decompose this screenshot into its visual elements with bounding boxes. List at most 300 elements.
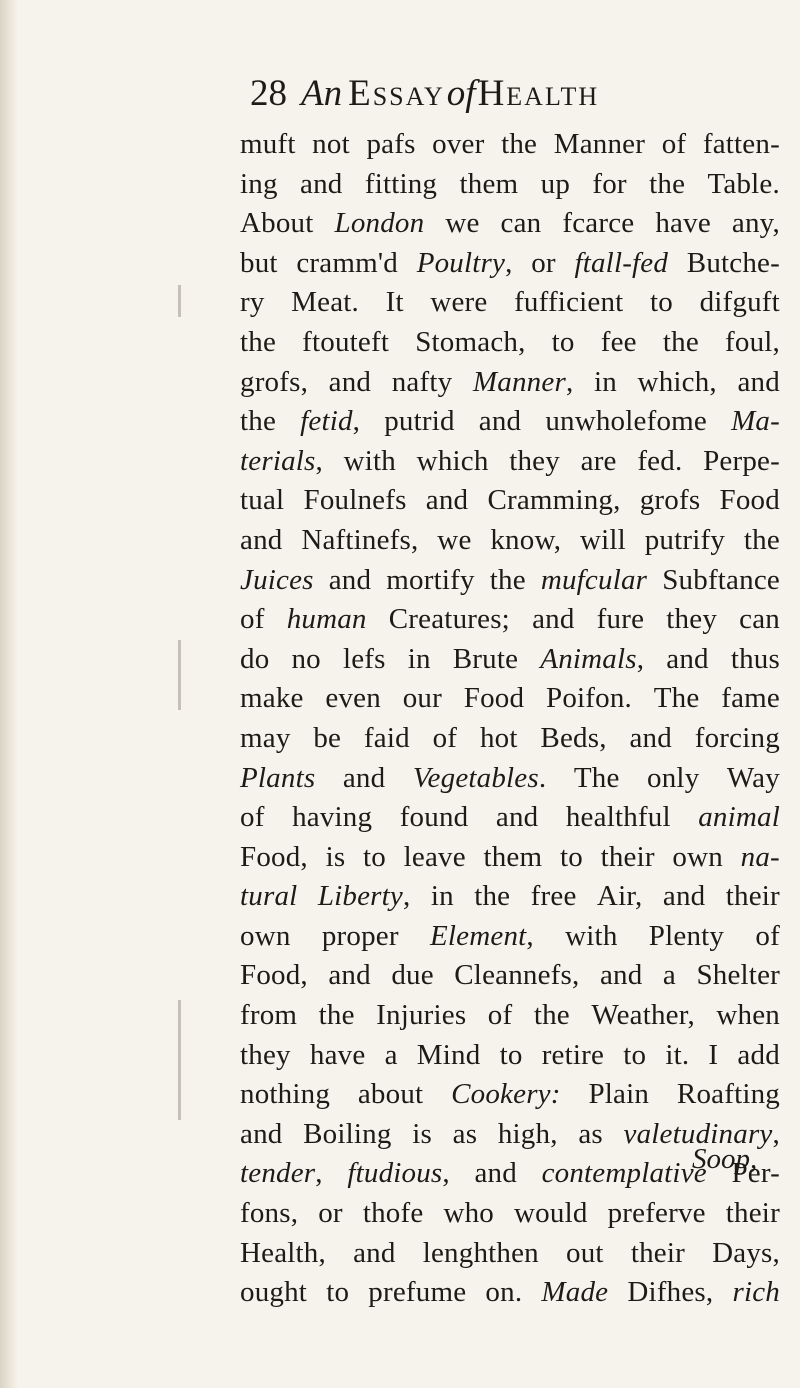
text-run: not bbox=[312, 128, 350, 160]
header-title-an: An bbox=[301, 73, 343, 114]
text-line bbox=[240, 719, 780, 759]
page-number: 28 bbox=[250, 73, 287, 114]
text-run: found bbox=[399, 801, 469, 834]
word bbox=[302, 323, 389, 363]
text-run: , bbox=[636, 642, 645, 675]
text-run: can bbox=[500, 207, 542, 240]
word bbox=[301, 521, 418, 561]
word bbox=[637, 442, 682, 482]
word bbox=[514, 1194, 588, 1234]
text-run: and bbox=[478, 405, 522, 438]
word bbox=[597, 600, 645, 640]
text-run: is bbox=[412, 1117, 432, 1150]
text-run: and bbox=[328, 959, 371, 992]
word bbox=[303, 481, 406, 521]
word bbox=[501, 204, 542, 244]
word bbox=[727, 759, 780, 799]
word bbox=[532, 600, 574, 640]
word bbox=[597, 877, 643, 917]
text-run: no bbox=[291, 642, 321, 675]
text-run: high, bbox=[497, 1117, 558, 1150]
text-run: ing bbox=[240, 167, 278, 200]
text-run: can bbox=[739, 603, 780, 636]
text-run: Perpe- bbox=[703, 444, 780, 477]
text-run: a bbox=[384, 1038, 398, 1071]
text-run: ry bbox=[240, 286, 265, 319]
word bbox=[240, 956, 308, 996]
text-run: but bbox=[240, 246, 278, 279]
word bbox=[540, 719, 606, 759]
text-run: putrify bbox=[644, 523, 726, 556]
text-run: any, bbox=[731, 207, 780, 240]
word bbox=[326, 838, 346, 878]
word bbox=[696, 956, 780, 996]
word bbox=[474, 877, 510, 917]
word bbox=[363, 1194, 424, 1234]
text-run: lefs bbox=[342, 642, 386, 675]
word bbox=[574, 759, 620, 799]
word bbox=[423, 1234, 539, 1274]
word bbox=[703, 125, 780, 165]
text-run: would bbox=[514, 1197, 588, 1230]
italic-text: Ma- bbox=[731, 405, 780, 438]
text-run: when bbox=[716, 999, 780, 1032]
header-title-of: of bbox=[446, 73, 476, 114]
text-run: Subftance bbox=[662, 563, 780, 596]
text-run: our bbox=[402, 682, 442, 715]
text-run: in bbox=[407, 642, 431, 675]
italic-text: Vegetables bbox=[412, 761, 539, 794]
text-run: cramm'd bbox=[296, 246, 398, 279]
text-run: the bbox=[489, 563, 526, 596]
text-line bbox=[240, 838, 780, 878]
header-title-essay: Essay bbox=[348, 73, 445, 114]
word bbox=[392, 363, 453, 403]
italic-text: Poultry bbox=[416, 246, 506, 279]
italic-text: valetudinary bbox=[623, 1117, 773, 1150]
text-run: the bbox=[743, 523, 780, 556]
italic-text: Plants bbox=[240, 761, 316, 794]
text-run: hot bbox=[479, 721, 518, 754]
italic-text: tural bbox=[240, 880, 298, 913]
word bbox=[649, 165, 685, 205]
word bbox=[240, 323, 276, 363]
text-run: to bbox=[650, 286, 673, 319]
word bbox=[662, 125, 687, 165]
word bbox=[240, 1036, 291, 1076]
text-run: out bbox=[566, 1236, 604, 1269]
italic-text: terials bbox=[240, 444, 316, 477]
text-run: , bbox=[526, 919, 534, 952]
word bbox=[464, 679, 524, 719]
text-run: to bbox=[559, 840, 583, 873]
word bbox=[594, 363, 617, 403]
word bbox=[400, 798, 469, 838]
italic-text: mufcular bbox=[540, 563, 648, 596]
text-line bbox=[240, 1273, 780, 1313]
text-line bbox=[240, 1075, 780, 1115]
word bbox=[638, 363, 717, 403]
text-run: which bbox=[416, 444, 489, 477]
word bbox=[708, 165, 780, 205]
word bbox=[240, 640, 269, 680]
word bbox=[608, 1194, 706, 1234]
word bbox=[385, 1036, 398, 1076]
text-run: The bbox=[653, 682, 700, 715]
word bbox=[240, 561, 314, 601]
italic-text: Cookery: bbox=[451, 1078, 561, 1111]
text-run: to bbox=[499, 1038, 523, 1071]
word bbox=[291, 283, 359, 323]
word bbox=[325, 679, 381, 719]
word bbox=[554, 125, 645, 165]
word bbox=[672, 838, 723, 878]
text-run: make bbox=[240, 682, 304, 715]
word bbox=[534, 996, 570, 1036]
word bbox=[601, 838, 655, 878]
word bbox=[655, 204, 711, 244]
word bbox=[541, 165, 570, 205]
word bbox=[695, 719, 780, 759]
text-run: are bbox=[580, 444, 617, 477]
text-line bbox=[240, 165, 780, 205]
word bbox=[514, 283, 623, 323]
word bbox=[240, 798, 265, 838]
word bbox=[600, 956, 642, 996]
word bbox=[454, 956, 579, 996]
text-run: their bbox=[725, 1197, 780, 1230]
word bbox=[732, 204, 780, 244]
word bbox=[433, 719, 458, 759]
text-run: on. bbox=[485, 1276, 523, 1309]
word bbox=[240, 679, 304, 719]
word bbox=[623, 1036, 646, 1076]
word bbox=[417, 1036, 481, 1076]
text-run: , bbox=[315, 444, 323, 477]
word bbox=[541, 561, 647, 601]
word bbox=[716, 996, 780, 1036]
italic-text: Juices bbox=[240, 563, 314, 596]
text-run: Food, bbox=[240, 840, 308, 873]
text-run: will bbox=[579, 523, 626, 556]
text-run: in bbox=[593, 365, 617, 398]
word bbox=[473, 363, 573, 403]
text-run: have bbox=[309, 1038, 366, 1071]
word bbox=[386, 561, 474, 601]
text-run: the bbox=[240, 405, 277, 438]
text-run: grofs, bbox=[240, 365, 309, 398]
header-title-health: Health bbox=[477, 73, 600, 114]
text-run: own bbox=[240, 919, 291, 952]
text-run: the bbox=[662, 325, 699, 358]
word bbox=[240, 1154, 323, 1194]
word bbox=[240, 481, 284, 521]
text-run: Mind bbox=[416, 1038, 481, 1071]
word bbox=[649, 917, 724, 957]
text-line bbox=[240, 640, 780, 680]
italic-text: human bbox=[286, 603, 367, 636]
word bbox=[300, 165, 342, 205]
word bbox=[240, 838, 308, 878]
text-run: healthful bbox=[565, 801, 671, 834]
word bbox=[591, 996, 695, 1036]
text-run: of bbox=[240, 801, 265, 834]
text-line bbox=[240, 759, 780, 799]
text-run: fure bbox=[596, 603, 645, 636]
italic-text: rich bbox=[732, 1276, 780, 1309]
text-run: as bbox=[578, 1117, 603, 1150]
text-run: over bbox=[432, 128, 485, 160]
word bbox=[240, 165, 278, 205]
word bbox=[566, 1234, 604, 1274]
word bbox=[654, 679, 700, 719]
word bbox=[645, 521, 725, 561]
word bbox=[451, 1075, 561, 1115]
running-header bbox=[250, 70, 730, 118]
text-run: It bbox=[385, 286, 404, 319]
word bbox=[500, 1036, 523, 1076]
word bbox=[430, 917, 534, 957]
word bbox=[592, 165, 626, 205]
word bbox=[404, 838, 466, 878]
word bbox=[240, 996, 297, 1036]
text-run: or bbox=[531, 246, 556, 279]
text-run: add bbox=[737, 1038, 780, 1071]
text-run: of bbox=[661, 128, 687, 160]
text-run: free bbox=[530, 880, 577, 913]
text-run: , bbox=[402, 880, 411, 913]
word bbox=[662, 561, 780, 601]
word bbox=[403, 679, 442, 719]
text-run: nafty bbox=[391, 365, 453, 398]
text-run: Per- bbox=[731, 1157, 780, 1190]
word bbox=[240, 759, 315, 799]
italic-text: Liberty bbox=[317, 880, 403, 913]
word bbox=[453, 640, 518, 680]
word bbox=[588, 1075, 649, 1115]
word bbox=[431, 877, 454, 917]
text-run: Shelter bbox=[696, 959, 780, 992]
word bbox=[287, 600, 367, 640]
text-run: Beds, bbox=[540, 721, 607, 754]
text-line bbox=[240, 481, 780, 521]
word bbox=[483, 838, 542, 878]
word bbox=[720, 481, 780, 521]
word bbox=[731, 640, 780, 680]
word bbox=[358, 1075, 423, 1115]
word bbox=[365, 165, 437, 205]
text-run: Difhes, bbox=[627, 1276, 714, 1309]
text-run: may bbox=[240, 721, 291, 754]
word bbox=[725, 323, 780, 363]
word bbox=[364, 719, 410, 759]
margin-mark bbox=[178, 640, 181, 710]
text-line bbox=[240, 917, 780, 957]
text-run: Poifon. bbox=[545, 682, 632, 715]
word bbox=[384, 402, 454, 442]
text-run: grofs bbox=[639, 484, 701, 517]
word bbox=[700, 283, 780, 323]
word bbox=[353, 1234, 395, 1274]
text-line bbox=[240, 521, 780, 561]
word bbox=[310, 1036, 366, 1076]
text-run: be bbox=[313, 721, 342, 754]
text-run: Food, bbox=[240, 959, 308, 992]
word bbox=[240, 521, 282, 561]
text-run: the bbox=[318, 999, 355, 1032]
text-run: Butche- bbox=[686, 246, 780, 279]
text-line bbox=[240, 363, 780, 403]
text-run: and bbox=[737, 365, 780, 398]
text-run: Plain bbox=[588, 1078, 650, 1111]
word bbox=[445, 204, 479, 244]
catchword: Soop, bbox=[692, 1143, 758, 1175]
word bbox=[328, 956, 370, 996]
word bbox=[739, 600, 780, 640]
word bbox=[363, 838, 386, 878]
word bbox=[542, 1154, 707, 1194]
text-run: Manner bbox=[553, 128, 646, 160]
word bbox=[640, 481, 701, 521]
text-run: and bbox=[495, 801, 539, 834]
text-run: the bbox=[649, 167, 686, 200]
text-run: leave bbox=[403, 840, 466, 873]
text-run: Table. bbox=[707, 167, 780, 200]
word bbox=[437, 521, 471, 561]
text-run: thus bbox=[730, 642, 780, 675]
text-line bbox=[240, 283, 780, 323]
word bbox=[408, 640, 431, 680]
text-run: Days, bbox=[712, 1236, 780, 1269]
word bbox=[566, 798, 671, 838]
word bbox=[487, 481, 620, 521]
word bbox=[412, 1115, 432, 1155]
text-run: forcing bbox=[694, 721, 780, 754]
body-text bbox=[240, 125, 780, 1313]
text-run: of bbox=[755, 919, 780, 952]
text-run: pafs bbox=[366, 128, 416, 160]
word bbox=[344, 442, 396, 482]
word bbox=[546, 679, 632, 719]
word bbox=[490, 561, 526, 601]
text-run: Cramming, bbox=[487, 484, 621, 517]
text-run: . bbox=[538, 761, 547, 794]
text-run: fcarce bbox=[562, 207, 635, 240]
word bbox=[703, 442, 780, 482]
word bbox=[240, 363, 308, 403]
text-run: , bbox=[505, 246, 513, 279]
text-run: is bbox=[325, 840, 346, 873]
text-run: Weather, bbox=[591, 999, 695, 1032]
word bbox=[326, 1273, 349, 1313]
word bbox=[666, 640, 708, 680]
text-run: difguft bbox=[699, 286, 780, 319]
text-run: and bbox=[662, 880, 706, 913]
text-run: and bbox=[342, 761, 386, 794]
word bbox=[312, 125, 350, 165]
word bbox=[480, 719, 518, 759]
text-line bbox=[240, 798, 780, 838]
text-run: Stomach, bbox=[415, 325, 526, 358]
word bbox=[574, 244, 668, 284]
text-run: faid bbox=[363, 721, 410, 754]
text-run: Roafting bbox=[676, 1078, 780, 1111]
text-line bbox=[240, 877, 780, 917]
text-run: tual bbox=[240, 484, 285, 517]
text-run: fitting bbox=[364, 167, 438, 200]
word bbox=[329, 363, 371, 403]
italic-text: ftudious bbox=[347, 1157, 443, 1190]
word bbox=[731, 402, 780, 442]
word bbox=[708, 1036, 718, 1076]
text-run: fons, bbox=[240, 1197, 299, 1230]
text-run: ought bbox=[240, 1276, 308, 1309]
text-run: up bbox=[540, 167, 571, 200]
text-run: the bbox=[501, 128, 538, 160]
text-run: preferve bbox=[607, 1197, 706, 1230]
text-run: from bbox=[240, 999, 298, 1032]
word bbox=[542, 1036, 604, 1076]
word bbox=[343, 759, 385, 799]
text-run: Cleannefs, bbox=[454, 959, 580, 992]
text-run: and bbox=[666, 642, 709, 675]
text-run: I bbox=[708, 1038, 719, 1071]
word bbox=[732, 1273, 780, 1313]
italic-text: na- bbox=[740, 840, 780, 873]
word bbox=[240, 600, 265, 640]
word bbox=[391, 956, 433, 996]
text-run: Meat. bbox=[291, 286, 359, 319]
word bbox=[677, 1075, 780, 1115]
text-run: own bbox=[672, 840, 723, 873]
word bbox=[666, 600, 717, 640]
text-run: them bbox=[459, 167, 519, 200]
word bbox=[580, 521, 626, 561]
text-run: About bbox=[240, 207, 314, 240]
text-run: even bbox=[325, 682, 381, 715]
text-run: , bbox=[565, 365, 574, 398]
text-run: fatten- bbox=[702, 128, 780, 160]
word bbox=[240, 1115, 282, 1155]
word bbox=[712, 1234, 780, 1274]
word bbox=[698, 798, 780, 838]
word bbox=[565, 917, 617, 957]
word bbox=[240, 283, 265, 323]
word bbox=[627, 1273, 713, 1313]
text-run: due bbox=[391, 959, 434, 992]
word bbox=[552, 323, 575, 363]
word bbox=[417, 244, 513, 284]
text-run: , bbox=[352, 405, 361, 438]
text-line bbox=[240, 204, 780, 244]
text-run: who bbox=[443, 1197, 494, 1230]
text-run: Injuries bbox=[376, 999, 467, 1032]
word bbox=[726, 1194, 780, 1234]
text-line bbox=[240, 244, 780, 284]
word bbox=[498, 1115, 558, 1155]
word bbox=[376, 996, 466, 1036]
word bbox=[453, 1115, 478, 1155]
text-run: the bbox=[474, 880, 511, 913]
text-run: Food bbox=[463, 682, 525, 715]
word bbox=[240, 1234, 326, 1274]
word bbox=[479, 402, 521, 442]
text-run: Health, bbox=[240, 1236, 326, 1269]
word bbox=[631, 1234, 685, 1274]
text-line bbox=[240, 1234, 780, 1274]
text-line bbox=[240, 600, 780, 640]
word bbox=[240, 1273, 307, 1313]
